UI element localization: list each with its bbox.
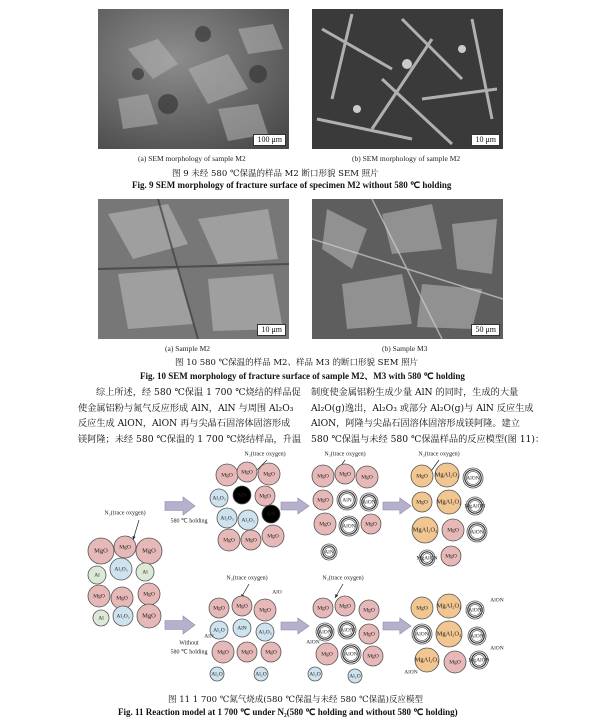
particle-label: Al₂O bbox=[213, 627, 225, 634]
particle-label: MgO bbox=[339, 471, 351, 478]
particle-label: MgAl₂O₄ bbox=[436, 498, 462, 506]
species-label: AlON bbox=[306, 639, 320, 646]
particle-label: MgAlON bbox=[416, 555, 438, 562]
text-line: 反应生成 AlON，AlON 再与尖晶石固溶体固溶形成 bbox=[78, 418, 291, 430]
particle-label: MgO bbox=[236, 603, 248, 610]
process-arrow bbox=[281, 498, 309, 514]
fig10-panel-a-caption: (a) Sample M2 bbox=[165, 344, 210, 353]
scale-bar-label: 100 μm bbox=[253, 134, 286, 146]
particle-label: Al₂O bbox=[349, 673, 361, 680]
n2-label: N₂(trace oxygen) bbox=[418, 451, 460, 458]
fig11-caption-en: Fig. 11 Reaction model at 1 700 ℃ under N₂(580 ℃ holding and without 580 ℃ holding) bbox=[118, 707, 458, 717]
particle-label: MgO bbox=[223, 537, 235, 544]
particle-label: Al bbox=[98, 615, 104, 622]
particle-label: MgO bbox=[445, 553, 457, 560]
body-text-left-column bbox=[78, 385, 301, 447]
particle-label: AlON bbox=[362, 499, 376, 506]
fig9-caption-en: Fig. 9 SEM morphology of fracture surface of specimen M2 without 580 ℃ holding bbox=[132, 180, 452, 190]
particle-label: MgO bbox=[267, 533, 279, 540]
particle-label: MgO bbox=[142, 547, 156, 555]
fig10-caption-cn: 图 10 580 ℃保温的样品 M2、样品 M3 的断口形貌 SEM 照片 bbox=[175, 358, 419, 368]
particle-label: MgO bbox=[143, 591, 155, 598]
scale-bar-label: 10 μm bbox=[257, 324, 286, 336]
particle-label: MgAl₂O₄ bbox=[412, 526, 438, 534]
particle-label: MgO bbox=[116, 595, 128, 602]
fig9-panel-a-caption: (a) SEM morphology of sample M2 bbox=[138, 154, 246, 163]
particle-label: AlON bbox=[340, 627, 354, 634]
without-holding-label: 580 ℃ holding bbox=[170, 649, 208, 656]
particle-label: MgAl₂O₄ bbox=[434, 471, 460, 479]
without-holding-label: Without bbox=[179, 640, 199, 647]
species-label: AlON bbox=[490, 597, 504, 604]
particle-label: Al₂O₃ bbox=[212, 495, 226, 502]
sem-texture bbox=[312, 199, 503, 339]
particle-label: MgO bbox=[119, 544, 131, 551]
process-arrow-without-holding bbox=[165, 616, 195, 634]
species-label: AlN bbox=[204, 633, 214, 640]
particle-label: MgO bbox=[363, 631, 375, 638]
fig9-panel-b-caption: (b) SEM morphology of sample M2 bbox=[352, 154, 461, 163]
n2-label: N₂(trace oxygen) bbox=[104, 510, 146, 517]
particle-label: MgO bbox=[319, 521, 331, 528]
particle-label: MgO bbox=[317, 605, 329, 612]
text-line: 镁阿隆；未经 580 ℃保温的 1 700 ℃烧结样品，升温 bbox=[78, 433, 302, 445]
text-line: 制度使金属铝粉生成少量 AlN 的同时，生成的大量 bbox=[311, 387, 519, 398]
particle-label: MgO bbox=[317, 473, 329, 480]
text-line: 使金属铝粉与氮气反应形成 AlN，AlN 与周围 Al₂O₃ bbox=[78, 402, 294, 414]
fig9-caption-cn: 图 9 未经 580 ℃保温的样品 M2 断口形貌 SEM 照片 bbox=[172, 169, 379, 179]
n2-label: N₂(trace oxygen) bbox=[324, 451, 366, 458]
fig11-reaction-model-diagram bbox=[77, 448, 522, 688]
holding-label: 580 ℃ holding bbox=[170, 518, 208, 525]
particle-label: Al bbox=[142, 569, 148, 576]
particle-label: MgO bbox=[367, 653, 379, 660]
particle-label: MgO bbox=[259, 607, 271, 614]
particle-label: MgO bbox=[361, 474, 373, 481]
particle-label: MgO bbox=[263, 471, 275, 478]
particle-label: AlON bbox=[415, 631, 429, 638]
particle-label: MgO bbox=[321, 651, 333, 658]
fig9-sem-image-b bbox=[312, 9, 503, 149]
particle-label: MgAl₂O₄ bbox=[436, 630, 462, 638]
text-line: 综上所述，经 580 ℃保温 1 700 ℃烧结的样品促 bbox=[96, 387, 301, 398]
particle-label: AlON bbox=[468, 607, 482, 614]
particle-label: Al₂O bbox=[211, 671, 223, 678]
text-line: AlON，阿隆与尖晶石固溶体固溶形成镁阿隆。建立 bbox=[311, 418, 520, 430]
text-line: 580 ℃保温与未经 580 ℃保温样品的反应模型(图 11)： bbox=[311, 433, 545, 445]
particle-label: MgO bbox=[94, 547, 108, 555]
fig9-sem-image-a bbox=[98, 9, 289, 149]
fig10-caption-en: Fig. 10 SEM morphology of fracture surface of sample M2、M3 with 580 ℃ holding bbox=[140, 371, 465, 381]
particle-label: AlON bbox=[470, 633, 484, 640]
particle-label: MgO bbox=[317, 497, 329, 504]
particle-label: MgO bbox=[245, 537, 257, 544]
particle-label: AlN bbox=[324, 549, 334, 556]
particle-label: MgO bbox=[213, 605, 225, 612]
particle-label: AlON bbox=[466, 475, 480, 482]
process-arrow bbox=[281, 618, 309, 634]
process-arrow-with-holding bbox=[165, 497, 195, 515]
particle-label: MgO bbox=[241, 469, 253, 476]
particle-label: MgO bbox=[93, 593, 105, 600]
particle-label: Al₂O₃ bbox=[220, 515, 234, 522]
sem-texture bbox=[98, 9, 289, 149]
particle-label: MgO bbox=[241, 649, 253, 656]
particle-label: AlN bbox=[237, 625, 247, 632]
process-arrow bbox=[383, 618, 411, 634]
n2-label: N₂(trace oxygen) bbox=[322, 575, 364, 582]
particle-label: MgO bbox=[416, 605, 428, 612]
particle-label: MgO bbox=[447, 527, 459, 534]
fig10-sem-image-a bbox=[98, 199, 289, 339]
sem-texture bbox=[312, 9, 503, 149]
particle-label: Al₂O₃ bbox=[258, 629, 272, 636]
scale-bar-label: 10 μm bbox=[471, 134, 500, 146]
species-label: AlO bbox=[272, 589, 282, 596]
particle-label: Al₂O bbox=[255, 671, 267, 678]
particle-label: AlN bbox=[266, 511, 276, 518]
particle-label: MgAlON bbox=[468, 657, 490, 664]
n2-label: N₂(trace oxygen) bbox=[226, 575, 268, 582]
particle-label: MgO bbox=[416, 473, 428, 480]
species-label: AlON bbox=[490, 645, 504, 652]
particle-label: Al₂O₃ bbox=[241, 517, 255, 524]
particle-label: AlON bbox=[342, 523, 356, 530]
particle-label: MgO bbox=[449, 659, 461, 666]
particle-label: MgO bbox=[416, 499, 428, 506]
particle-label: MgO bbox=[363, 607, 375, 614]
fig11-caption-cn: 图 11 1 700 ℃氮气烧成(580 ℃保温与未经 580 ℃保温)反应模型 bbox=[168, 695, 423, 705]
particle-label: MgO bbox=[339, 603, 351, 610]
particle-label: MgAlON bbox=[464, 503, 486, 510]
sem-texture bbox=[98, 199, 289, 339]
process-arrow bbox=[383, 498, 411, 514]
particle-label: AlON bbox=[318, 629, 332, 636]
particle-label: MgO bbox=[142, 612, 156, 620]
particle-label: Al₂O₃ bbox=[114, 566, 128, 573]
text-line: Al₂O(g)逸出，Al₂O₃ 或部分 Al₂O(g)与 AlN 反应生成 bbox=[311, 402, 534, 414]
particle-label: MgAl₂O₄ bbox=[414, 656, 440, 664]
particle-label: MgO bbox=[221, 472, 233, 479]
body-text-right-column bbox=[311, 385, 544, 447]
n2-label: N₂(trace oxygen) bbox=[244, 451, 286, 458]
particle-label: MgO bbox=[265, 649, 277, 656]
fig10-sem-image-b bbox=[312, 199, 503, 339]
particle-label: MgO bbox=[217, 649, 229, 656]
particle-label: AlON bbox=[344, 651, 358, 658]
particle-label: Al₂O₃ bbox=[116, 613, 130, 620]
species-label: AlON bbox=[404, 669, 418, 676]
particle-label: MgO bbox=[365, 521, 377, 528]
fig10-panel-b-caption: (b) Sample M3 bbox=[382, 344, 428, 353]
particle-label: AlN bbox=[237, 492, 247, 499]
particle-label: MgAl₂O₄ bbox=[436, 602, 462, 610]
particle-label: AlON bbox=[470, 529, 484, 536]
particle-label: Al₂O bbox=[309, 671, 321, 678]
particle-label: AlN bbox=[342, 497, 352, 504]
particle-label: Al bbox=[94, 572, 100, 579]
particle-label: MgO bbox=[259, 493, 271, 500]
scale-bar-label: 50 μm bbox=[471, 324, 500, 336]
